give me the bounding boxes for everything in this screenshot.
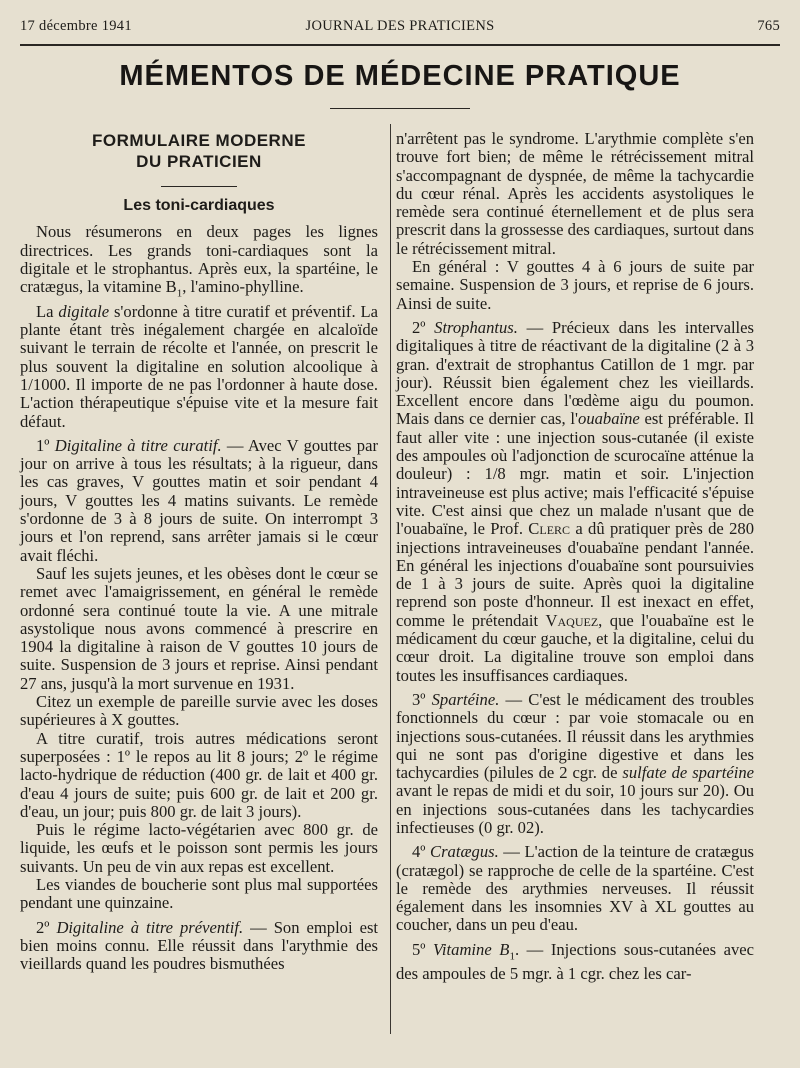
section-rule <box>161 186 237 187</box>
paragraph-digitaline-curatif: 1º Digitaline à titre curatif. — Avec V gouttes par jour on arrive à tous les résultats; à la rigueur, dans les cas graves, V gouttes matin et soir pendant 4 jours, V gouttes les 4 matins suivants. Le remède s'ordonne de 3 à 8 jours de suite. On interrompt 3 jours et l'on reprend, sans arrêter jamais si le cœur avait fléchi. <box>20 435 378 565</box>
paragraph-titre-curatif: A titre curatif, trois autres médications seront superposées : 1º le repos au lit 8 jours; 2º le régime lacto-hydrique de réduction (400 gr. de lait et 400 gr. d'eau 4 jours de suite; puis 600 gr. de lait et 200 gr. d'eau, un jour; puis 800 gr. de lait 3 jours). <box>20 728 378 821</box>
section-title-line2: DU PRATICIEN <box>136 152 262 171</box>
section-title <box>20 130 378 172</box>
left-column <box>20 130 378 973</box>
paragraph-continued: n'arrêtent pas le syndrome. L'arythmie complète s'en trouve fort bien; de même le rétrécissement mitral s'accompagnant de dyspnée, de même la tachycardie du cœur rénal. Après les accidents asystoliques le remède sera continué éternellement et de plus sera prescrit dans la grossesse des cardiaques, surtout dans le rétrécissement mitral. <box>396 129 754 258</box>
column-divider <box>390 124 391 1034</box>
paragraph-viandes: Les viandes de boucherie sont plus mal supportées pendant une quinzaine. <box>20 875 378 913</box>
journal-name: JOURNAL DES PRATICIENS <box>305 18 495 34</box>
issue-date: 17 décembre 1941 <box>20 18 132 34</box>
title-rule <box>330 108 470 109</box>
right-column <box>396 130 754 984</box>
paragraph-crataegus: 4º Cratægus. — L'action de la teinture de cratægus (cratægol) se rapproche de celle de la spartéine. C'est le remède des arythmies nerveuses. Il réussit également dans les insomnies XV à XL gouttes au coucher, dans un peu d'eau. <box>396 842 754 935</box>
paragraph-digitale: La digitale s'ordonne à titre curatif et préventif. La plante étant très inégalement chargée en alcaloïde suivant le terrain de récolte et l'année, on prescrit le plus souvent la digitaline en solution alcoolique à 1/1000. Il importe de ne pas l'ordonner à haute dose. L'action thérapeutique s'épuise vite et la mesure fait défaut. <box>20 301 378 431</box>
paragraph-sujets-jeunes: Sauf les sujets jeunes, et les obèses dont le cœur se remet avec l'amaigrissement, en général le remède ordonné sera continué toute la vie. A une mitrale asystolique nous avons commencé à prescrire en 1904 la digitaline à raison de V gouttes 10 jours de suite. Suspension de 3 jours et reprise. Ainsi pendant 27 ans, jusqu'à la mort survenue en 1931. <box>20 563 378 693</box>
main-title: MÉMENTOS DE MÉDECINE PRATIQUE <box>119 60 681 92</box>
paragraph-digitaline-preventif: 2º Digitaline à titre préventif. — Son emploi est bien moins connu. Elle réussit dans l'arythmie des vieillards quand les poudres bismuthées <box>20 917 379 974</box>
paragraph-vitamine: 5º Vitamine $B_1$. — Injections sous-cutanées avec des ampoules de 5 mgr. à 1 cgr. chez les car- <box>396 939 754 984</box>
section-title-line1: FORMULAIRE MODERNE <box>92 131 306 150</box>
paragraph-citez: Citez un exemple de pareille survie avec les doses supérieures à X gouttes. <box>20 692 378 730</box>
page-number: 765 <box>757 18 780 34</box>
paragraph-sparteine: 3º Spartéine. — C'est le médicament des troubles fonctionnels du cœur : par voie stomacale ou en injections sous-cutanées. Il réussit dans les arythmies qui ne sont pas d'origine digestive et dans les tachycardies (pilules de 2 cgr. de sulfate de spartéine avant le repas de midi et du soir, 10 jours sur 20). Ou en injections sous-cutanées dans les tachycardies infectieuses (0 gr. 02). <box>396 689 755 837</box>
section-subtitle: Les toni-cardiaques <box>123 197 275 214</box>
paragraph-intro: Nous résumerons en deux pages les lignes directrices. Les grands toni-cardiaques sont la digitale et le strophantus. Après eux, la spartéine, le cratægus, la vitamine $B_1$, l'amino-phylline. <box>20 222 378 300</box>
paragraph-strophantus: 2º Strophantus. — Précieux dans les intervalles digitaliques à titre de réactivant de la digitaline (2 à 3 gran. d'extrait de strophantus Catillon de 1 mgr. par jour). Réussit bien également chez les vieillards. Excellent encore dans l'œdème aigu du poumon. Mais dans ce dernier cas, l'ouabaïne est préférable. Il faut aller vite : une injection sous-cutanée (il existe des ampoules où l'adjonction de scurocaïne atténue la douleur) : 1/8 mgr. matin et soir. L'injection intraveineuse est plus active; mais l'efficacité s'épuise vite. C'est ainsi que chez un malade n'usant que de l'ouabaïne, le Prof. Clerc a dû pratiquer près de 280 injections intraveineuses d'ouabaïne pendant l'année. En général les injections d'ouabaïne sont poursuivies de 1 à 3 jours de suite. Après quoi la digitaline reprend son poste d'honneur. Il est inexact en effet, comme le prétendait Vaquez, que l'ouabaïne est le médicament du cœur gauche, et la digitaline, celui du cœur droit. La digitaline trouve son emploi dans toutes les insuffisances cardiaques. <box>396 317 755 685</box>
paragraph-regime: Puis le régime lacto-végétarien avec 800 gr. de liquide, les œufs et le poisson sont permis les jours suivants. Un peu de vin aux repas est excellent. <box>20 820 378 876</box>
header-rule <box>20 44 780 46</box>
running-head <box>20 18 780 40</box>
paragraph-en-general: En général : V gouttes 4 à 6 jours de suite par semaine. Suspension de 3 jours, et reprise de 6 jours. Ainsi de suite. <box>396 257 754 313</box>
